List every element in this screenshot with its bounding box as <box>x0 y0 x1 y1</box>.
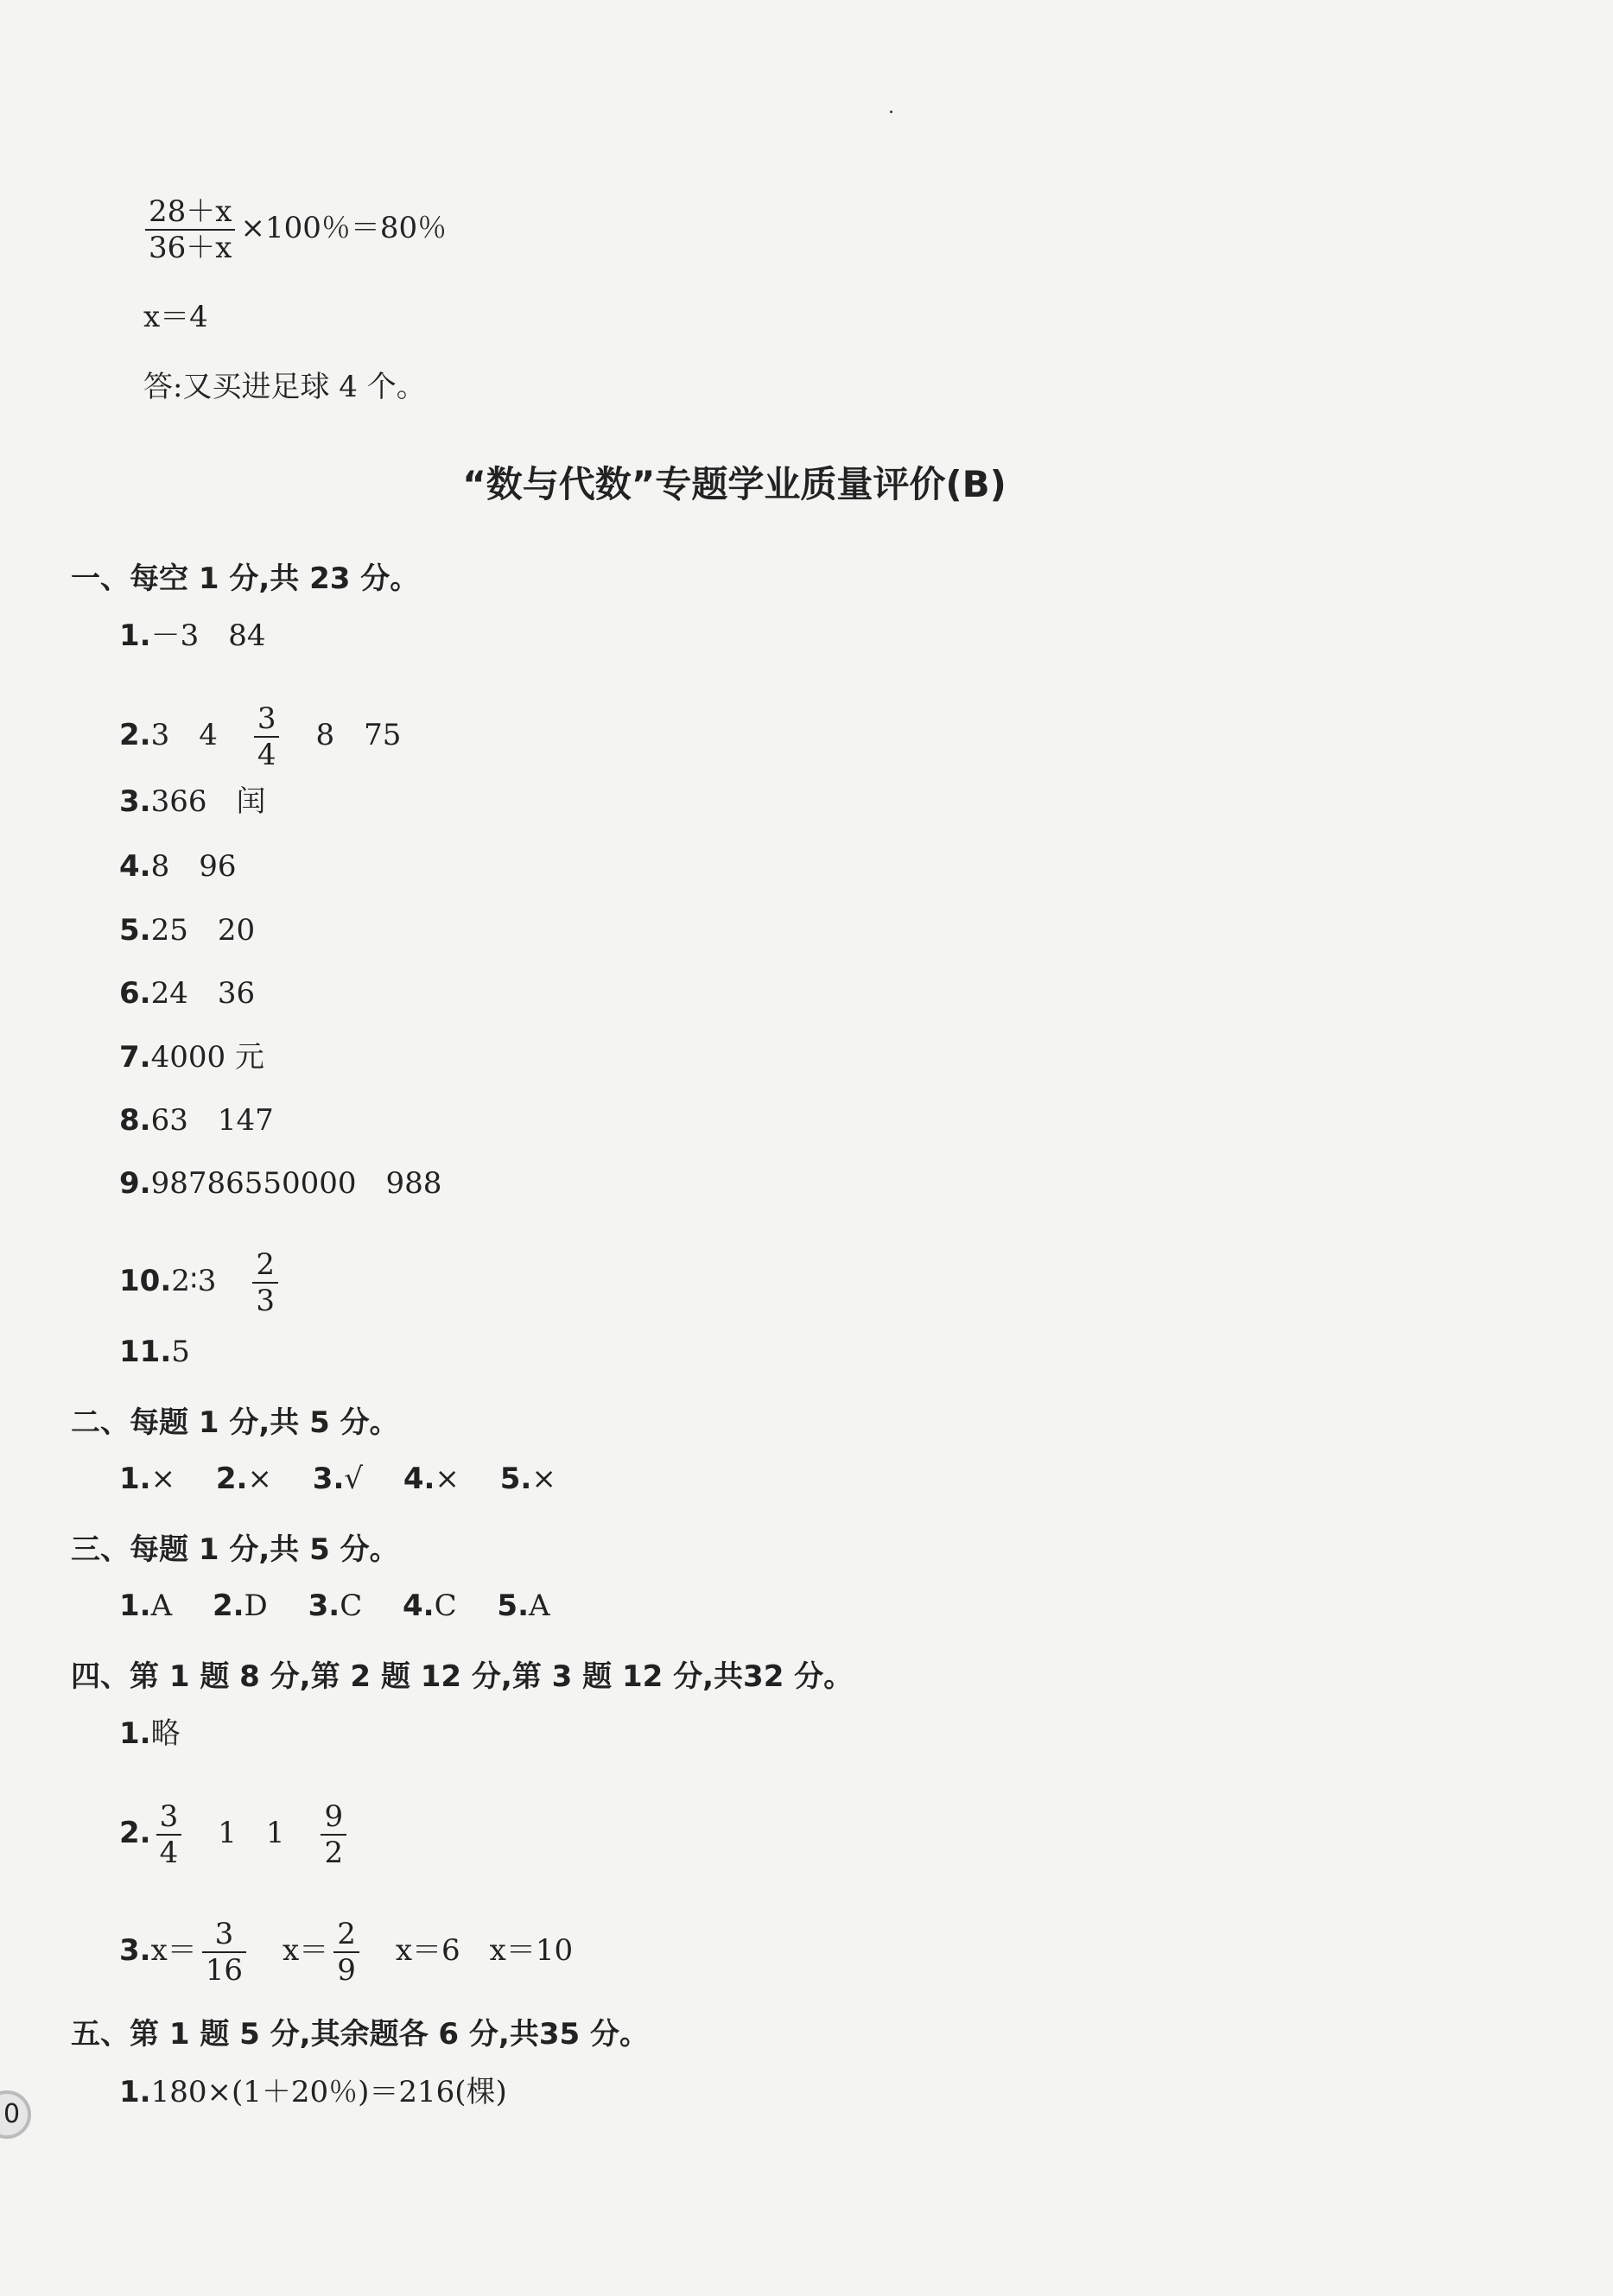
answer-1-5 <box>119 913 255 948</box>
item-answer: 24 36 <box>150 976 256 1011</box>
answer-1-2 <box>119 701 401 772</box>
fraction-denominator: 36＋x <box>149 231 232 265</box>
item-number: 10. <box>119 1264 172 1298</box>
item-answer: 8 96 <box>150 849 237 884</box>
speck <box>890 111 892 113</box>
answer-1-8 <box>119 1103 274 1138</box>
page-title: “数与代数”专题学业质量评价(B) <box>462 463 1007 505</box>
answer-1-6 <box>119 976 255 1011</box>
item-number: 1. <box>119 618 151 653</box>
section-heading-1: 一、每空 1 分,共 23 分。 <box>71 561 420 596</box>
fraction <box>202 1917 246 1988</box>
item-number: 7. <box>119 1040 151 1075</box>
item-answer: √ <box>344 1462 364 1496</box>
item-number: 11. <box>119 1335 172 1369</box>
item-answer: 2∶3 <box>171 1264 217 1298</box>
answer-1-3 <box>119 784 265 819</box>
item-answer: C <box>434 1589 457 1623</box>
item-number: 2. <box>119 718 151 752</box>
item-answer: 3 4 <box>150 718 218 752</box>
fraction-numerator: 2 <box>333 1917 359 1953</box>
fraction <box>252 1247 278 1318</box>
fraction-denominator: 9 <box>337 1953 356 1988</box>
item-number: 5. <box>497 1589 529 1623</box>
fraction-denominator: 4 <box>257 738 276 772</box>
answer-5-1 <box>119 2075 507 2109</box>
item-number: 2. <box>119 1816 151 1850</box>
item-number: 1. <box>119 1589 151 1623</box>
answer-1-1 <box>119 618 265 653</box>
fraction <box>254 701 280 772</box>
fraction <box>321 1799 346 1870</box>
answer-1-10 <box>119 1247 283 1318</box>
item-answer: 略 <box>150 1716 181 1751</box>
item-answer: 366 闰 <box>150 784 266 819</box>
answer-4-2 <box>119 1799 352 1870</box>
item-number: 3. <box>312 1462 345 1496</box>
item-number: 2. <box>212 1589 244 1623</box>
item-number: 1. <box>119 1716 151 1751</box>
item-answer: 98786550000 988 <box>150 1166 442 1201</box>
item-answer: × <box>531 1462 556 1496</box>
fraction-numerator: 28＋x <box>145 194 235 231</box>
fraction-numerator: 9 <box>321 1799 346 1836</box>
item-answer: x＝ <box>283 1933 329 1968</box>
fraction-numerator: 2 <box>252 1247 278 1284</box>
answer-sentence: 答:又买进足球 4 个。 <box>143 370 426 404</box>
item-answer: 8 75 <box>315 718 402 752</box>
fraction-denominator: 16 <box>205 1953 244 1988</box>
item-number: 9. <box>119 1166 151 1201</box>
page-number: 0 <box>3 2099 21 2129</box>
item-answer: x＝ <box>150 1933 197 1968</box>
item-number: 6. <box>119 976 151 1011</box>
section-heading-2: 二、每题 1 分,共 5 分。 <box>71 1405 399 1440</box>
item-answer: D <box>244 1589 268 1623</box>
item-answer: 25 20 <box>150 913 256 948</box>
item-answer: 180×(1＋20％)＝216(棵) <box>150 2075 507 2109</box>
fraction-denominator: 4 <box>159 1836 179 1870</box>
equation-line <box>140 194 447 265</box>
item-answer: x＝6 x＝10 <box>395 1933 574 1968</box>
answer-4-1 <box>119 1716 181 1751</box>
fraction-numerator: 3 <box>254 701 280 738</box>
item-answer: 4000 元 <box>150 1040 264 1075</box>
item-number: 4. <box>403 1589 435 1623</box>
section-heading-4: 四、第 1 题 8 分,第 2 题 12 分,第 3 题 12 分,共32 分。 <box>71 1659 854 1694</box>
item-answer: －3 84 <box>150 618 266 653</box>
item-number: 1. <box>119 2075 151 2109</box>
x-result: x＝4 <box>143 300 208 334</box>
fraction <box>156 1799 182 1870</box>
item-answer: × <box>247 1462 272 1496</box>
fraction-denominator: 2 <box>324 1836 344 1870</box>
item-number: 3. <box>119 1933 151 1968</box>
equation-rest: ×100％＝80％ <box>240 211 448 245</box>
item-number: 2. <box>215 1462 248 1496</box>
section-heading-5: 五、第 1 题 5 分,其余题各 6 分,共35 分。 <box>71 2017 649 2052</box>
item-answer: C <box>340 1589 363 1623</box>
answer-1-9 <box>119 1166 441 1201</box>
item-answer: × <box>150 1462 176 1496</box>
fraction-numerator: 3 <box>156 1799 182 1836</box>
answer-1-7 <box>119 1040 264 1075</box>
answer-1-4 <box>119 849 236 884</box>
item-number: 1. <box>119 1462 151 1496</box>
answer-4-3 <box>119 1917 573 1988</box>
item-number: 3. <box>119 784 151 819</box>
equation-fraction <box>145 194 235 265</box>
item-answer: × <box>435 1462 460 1496</box>
answers-3 <box>119 1589 550 1623</box>
item-answer: 63 147 <box>150 1103 274 1138</box>
answers-2 <box>119 1462 556 1496</box>
answer-1-11 <box>119 1335 190 1369</box>
item-number: 5. <box>119 913 151 948</box>
item-number: 4. <box>403 1462 435 1496</box>
item-number: 5. <box>499 1462 532 1496</box>
fraction-denominator: 3 <box>256 1284 275 1318</box>
fraction-numerator: 3 <box>202 1917 246 1953</box>
item-answer: 1 1 <box>218 1816 285 1850</box>
fraction <box>333 1917 359 1988</box>
page-number-badge <box>0 2090 31 2139</box>
item-number: 4. <box>119 849 151 884</box>
item-answer: 5 <box>171 1335 190 1369</box>
item-answer: A <box>150 1589 173 1623</box>
section-heading-3: 三、每题 1 分,共 5 分。 <box>71 1532 399 1567</box>
item-answer: A <box>529 1589 550 1623</box>
item-number: 8. <box>119 1103 151 1138</box>
item-number: 3. <box>308 1589 340 1623</box>
